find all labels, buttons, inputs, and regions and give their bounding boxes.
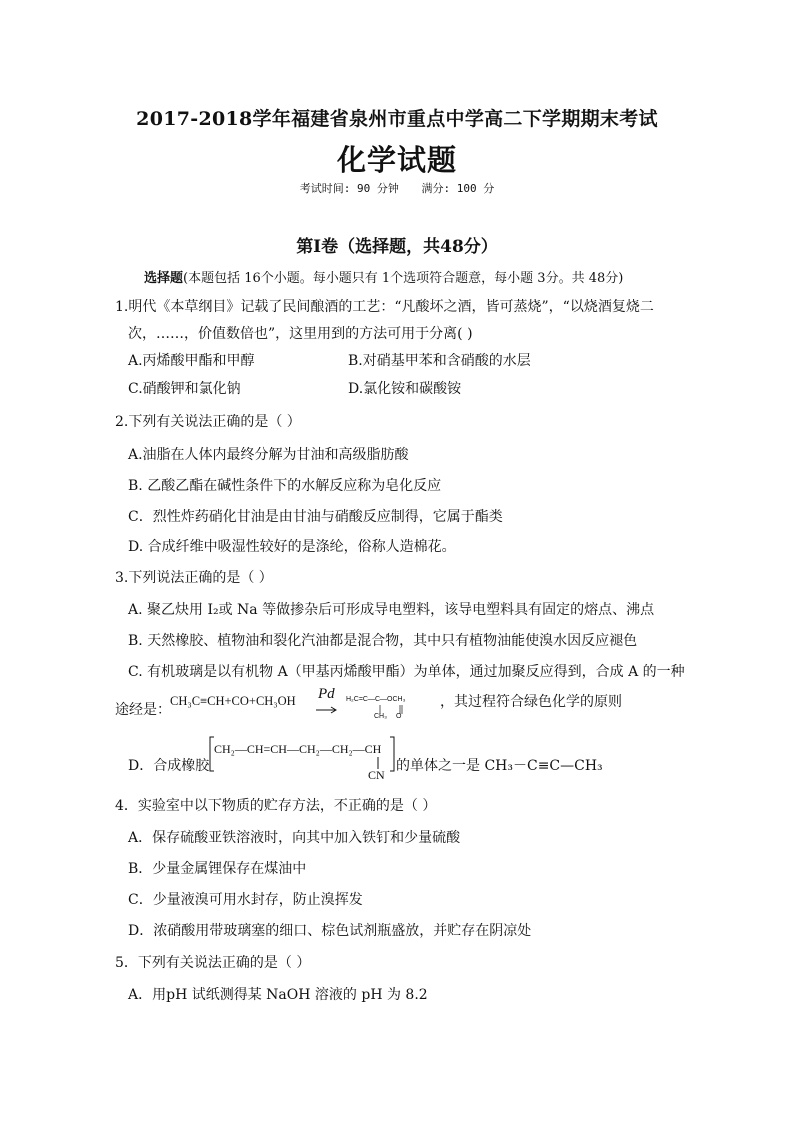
q1-stem-line1: 1.明代《本草纲目》记载了民间酿酒的工艺：“凡酸坏之酒，皆可蒸烧”，“以烧酒复烧二 [115,299,654,315]
q3-option-a: A. 聚乙炔用 I₂或 Na 等做掺杂后可形成导电塑料，该导电塑料具有固定的熔点、沸点 [128,602,655,618]
q4-option-d: D．浓硝酸用带玻璃塞的细口、棕色试剂瓶盛放，并贮存在阴凉处 [128,923,532,939]
exam-title: 2017-2018学年福建省泉州市重点中学高二下学期期末考试 [136,108,658,130]
q5-stem: 5．下列有关说法正确的是（ ） [115,955,311,971]
product-carbonyl-oxygen: O [396,713,402,720]
q3-option-d-prefix: D．合成橡胶 [128,758,210,774]
q1-stem-line2: 次，……，价值数倍也”，这里用到的方法可用于分离( ) [128,326,473,342]
q2-stem: 2.下列有关说法正确的是（ ） [115,414,301,430]
q3-option-c-prefix: 途经是： [115,702,171,718]
q4-option-c: C．少量液溴可用水封存，防止溴挥发 [128,892,363,908]
polymer-chain: CH₂—CH=CH—CH₂—CH₂—CH [214,742,382,756]
q2-option-d: D. 合成纤维中吸湿性较好的是涤纶，俗称人造棉花。 [128,539,456,555]
q2-option-a: A.油脂在人体内最终分解为甘油和高级脂肪酸 [128,447,409,463]
q1-option-d: D.氯化铵和碳酸铵 [348,381,462,397]
exam-time: 考试时间: 90 分钟 [299,182,399,195]
q4-option-b: B．少量金属锂保存在煤油中 [128,861,307,877]
reaction-reactants: CH₃C≡CH+CO+CH₃OH [170,694,296,708]
product-main-chain: H₂C=C—C—OCH₃ [346,696,406,703]
reaction-catalyst: Pd [318,686,335,702]
q4-stem: 4．实验室中以下物质的贮存方法，不正确的是（ ） [115,798,437,814]
q1-option-b: B.对硝基甲苯和含硝酸的水层 [348,353,531,369]
q2-option-c: C．烈性炸药硝化甘油是由甘油与硝酸反应制得，它属于酯类 [128,509,503,525]
q3-option-b: B. 天然橡胶、植物油和裂化汽油都是混合物，其中只有植物油能使溴水因反应褪色 [128,633,638,649]
q2-option-b: B. 乙酸乙酯在碱性条件下的水解反应称为皂化反应 [128,478,442,494]
section-title: 第Ⅰ卷（选择题，共48分） [296,237,498,257]
q5-option-a: A．用pH 试纸测得某 NaOH 溶液的 pH 为 8.2 [128,987,428,1003]
q4-option-a: A．保存硫酸亚铁溶液时，向其中加入铁钉和少量硫酸 [128,830,461,846]
section-intro [144,270,623,288]
q3-option-c-line1: C. 有机玻璃是以有机物 A（甲基丙烯酸甲酯）为单体，通过加聚反应得到，合成 A 的一种 [128,664,685,680]
q1-option-c: C.硝酸钾和氯化钠 [128,381,241,397]
q3-stem: 3.下列说法正确的是（ ） [115,570,273,586]
q3-option-c-suffix: ，其过程符合绿色化学的原则 [440,694,622,710]
intro-label: 选择题 [144,271,184,286]
exam-score: 满分: 100 分 [421,182,495,195]
intro-text: (本题包括 16个小题。每小题只有 1个选项符合题意，每小题 3分。共 48分) [183,271,624,286]
reaction-arrow-icon [316,706,338,714]
q1-option-a: A.丙烯酸甲酯和甲醇 [128,353,255,369]
product-methyl-branch: CH₃ [374,713,387,720]
subject-title: 化学试题 [336,143,457,177]
polymer-cn-group: CN [368,768,385,782]
q3-option-d-suffix: 的单体之一是 CH₃－C≡C—CH₃ [396,758,603,774]
exam-info [0,180,794,196]
